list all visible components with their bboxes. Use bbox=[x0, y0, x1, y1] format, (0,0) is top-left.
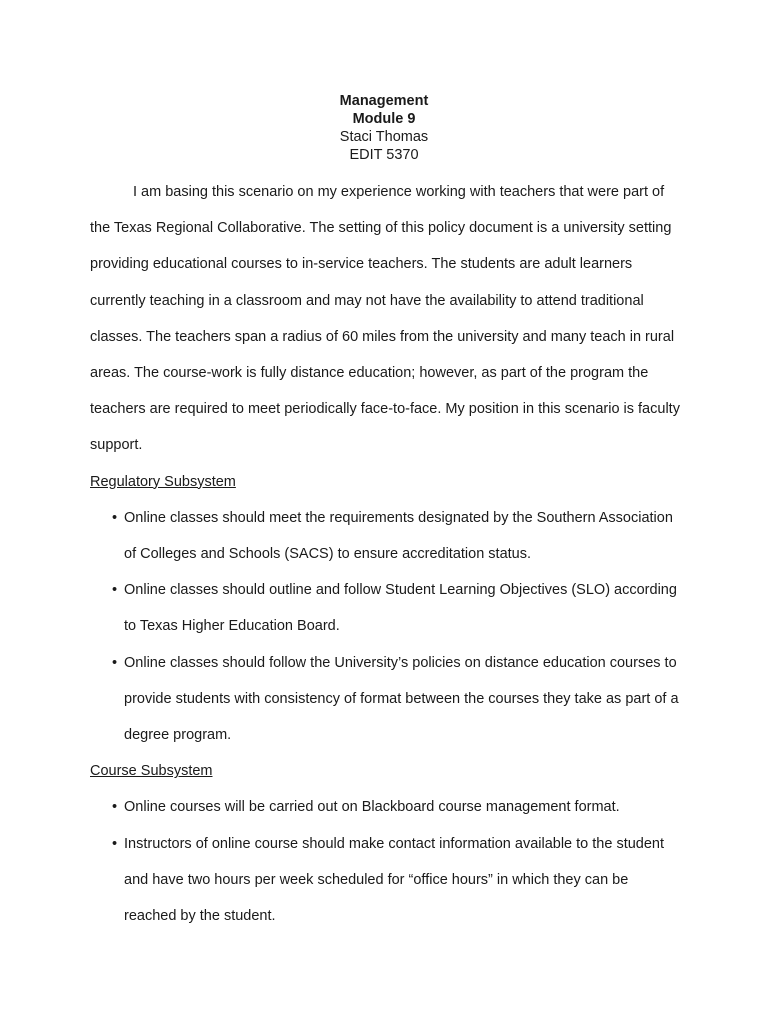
author-name: Staci Thomas bbox=[339, 129, 429, 145]
bullet-text: Online classes should meet the requirements designated by the Southern Association of Colleges and Schools (SACS) to ensure accreditation status. bbox=[124, 509, 673, 563]
bullet-icon: • bbox=[112, 582, 118, 599]
list-item bbox=[90, 789, 680, 825]
section-heading-course: Course Subsystem bbox=[90, 763, 213, 780]
document-title: Management bbox=[339, 93, 429, 109]
list-item bbox=[90, 500, 680, 572]
bullet-icon: • bbox=[112, 799, 118, 816]
course-bullet-list bbox=[90, 789, 680, 934]
document-body bbox=[90, 174, 680, 934]
bullet-text: Online courses will be carried out on Blackboard course management format. bbox=[124, 799, 620, 816]
bullet-icon: • bbox=[112, 509, 118, 526]
document-header bbox=[0, 92, 768, 164]
bullet-text: Online classes should follow the University’s policies on distance education courses to provide students with consistency of format between the courses they take as part of a degree program. bbox=[124, 654, 679, 744]
bullet-icon: • bbox=[112, 654, 118, 671]
intro-paragraph: I am basing this scenario on my experience working with teachers that were part of the Texas Regional Collaborative. The setting of this policy document is a university setting providing educational courses to in-service teachers. The students are adult learners currently teaching in a classroom and may not have the availability to attend traditional classes. The teachers span a radius of 60 miles from the university and many teach in rural areas. The course-work is fully distance education; however, as part of the program the teachers are required to meet periodically face-to-face. My position in this scenario is faculty support. bbox=[90, 184, 680, 454]
list-item bbox=[90, 645, 680, 754]
regulatory-bullet-list bbox=[90, 500, 680, 753]
bullet-icon: • bbox=[112, 835, 118, 852]
bullet-text: Instructors of online course should make contact information available to the student and have two hours per week scheduled for “office hours” in which they can be reached by the student. bbox=[124, 835, 665, 925]
course-code: EDIT 5370 bbox=[349, 147, 419, 163]
section-heading-regulatory: Regulatory Subsystem bbox=[90, 473, 236, 490]
list-item bbox=[90, 572, 680, 644]
bullet-text: Online classes should outline and follow Student Learning Objectives (SLO) according to Texas Higher Education Board. bbox=[124, 582, 677, 635]
module-label: Module 9 bbox=[352, 111, 416, 127]
list-item bbox=[90, 826, 680, 935]
